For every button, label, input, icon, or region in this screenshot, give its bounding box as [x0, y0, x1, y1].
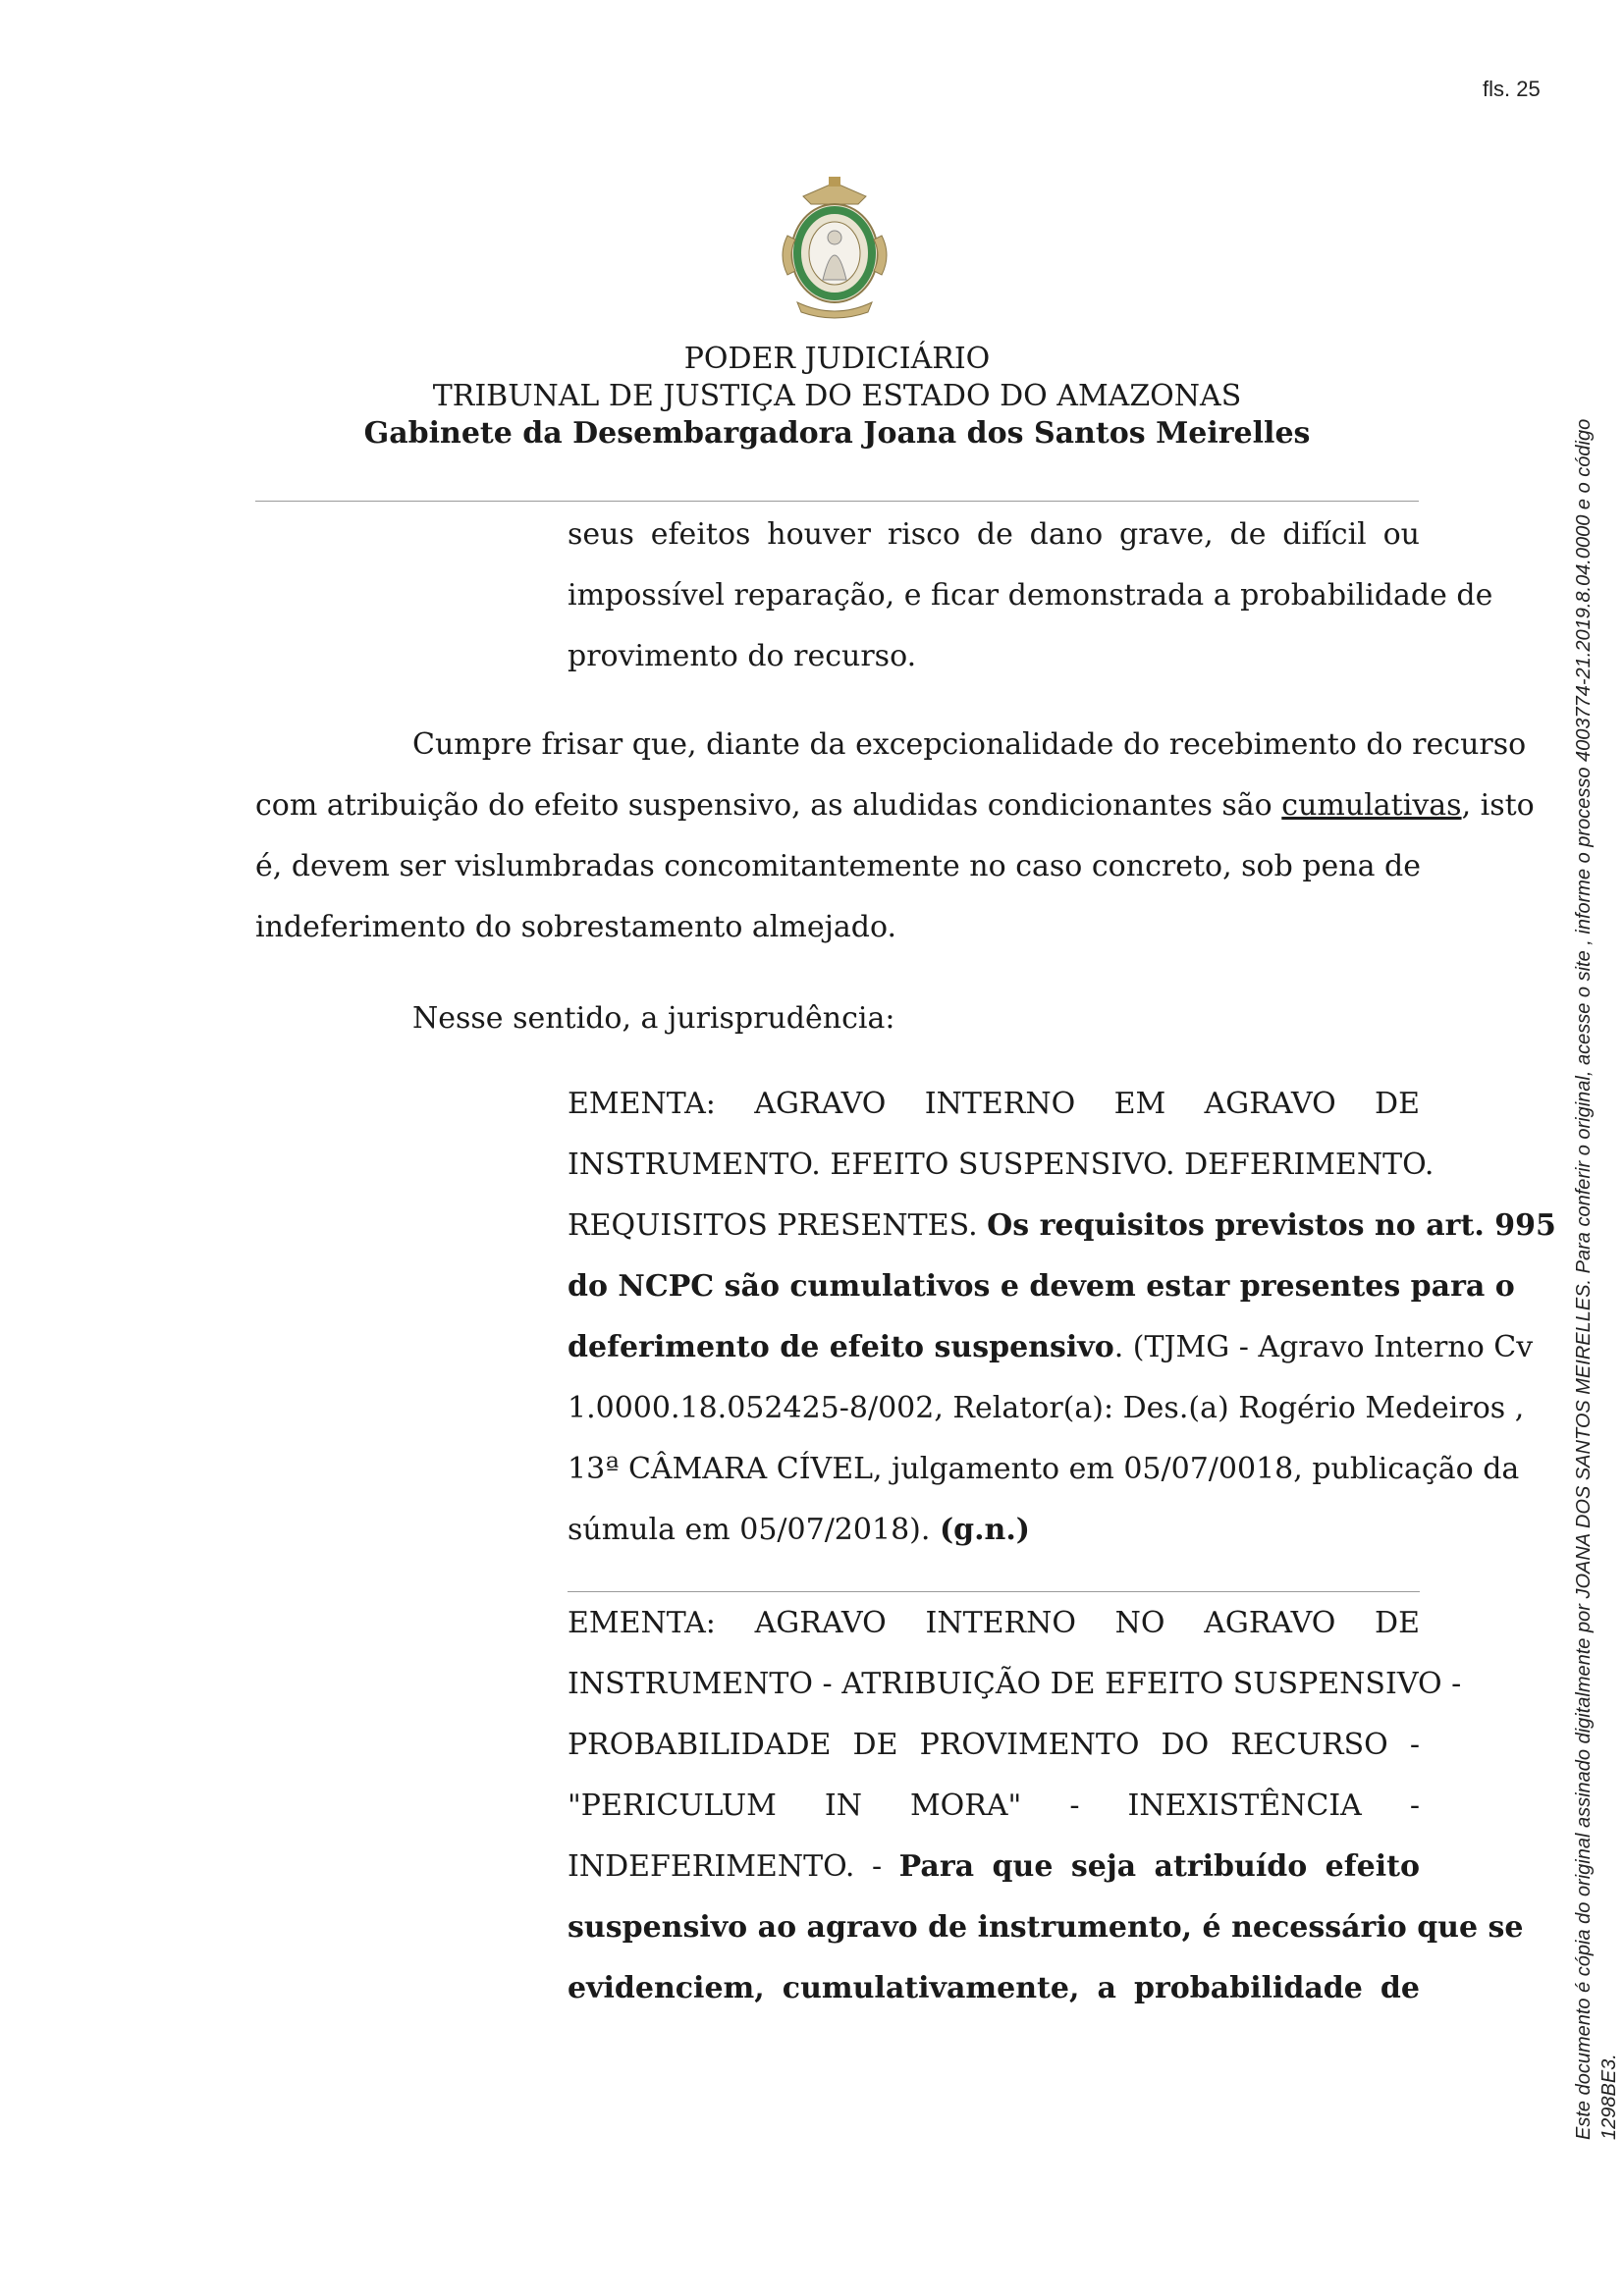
document-header — [255, 341, 1419, 453]
ementa-second — [568, 1593, 1524, 2019]
ementa-line: súmula em 05/07/2018). (g.n.) — [568, 1513, 1031, 1547]
ementa-line: INSTRUMENTO - ATRIBUIÇÃO DE EFEITO SUSPENSIVO - — [568, 1667, 1462, 1701]
header-chamber: Gabinete da Desembargadora Joana dos Santos Meirelles — [363, 416, 1311, 451]
paragraph-cumulative — [255, 715, 1535, 958]
ementa-line: EMENTA: AGRAVO INTERNO EM AGRAVO DE — [568, 1087, 1420, 1121]
ementa-line: 13ª CÂMARA CÍVEL, julgamento em 05/07/0018, publicação da — [568, 1452, 1520, 1486]
header-divider — [255, 501, 1419, 502]
stamp-line: 1298BE3. — [1598, 2054, 1620, 2140]
paragraph-line: indeferimento do sobrestamento almejado. — [255, 910, 897, 944]
ementa-tjmg — [568, 1074, 1556, 1561]
ementa-line: deferimento de efeito suspensivo. (TJMG - Agravo Interno Cv — [568, 1330, 1534, 1364]
paragraph-line: com atribuição do efeito suspensivo, as aludidas condicionantes são cumulativas, isto — [255, 788, 1535, 823]
ementa-line: 1.0000.18.052425-8/002, Relator(a): Des.(a) Rogério Medeiros , — [568, 1391, 1525, 1425]
quote-line: seus efeitos houver risco de dano grave, de difícil ou — [568, 517, 1420, 552]
ementa-line: REQUISITOS PRESENTES. Os requisitos previstos no art. 995 — [568, 1208, 1556, 1243]
ementa-line: do NCPC são cumulativos e devem estar presentes para o — [568, 1269, 1515, 1304]
ementa-line: "PERICULUM IN MORA" - INEXISTÊNCIA - — [568, 1789, 1420, 1823]
quote-continuation — [568, 505, 1493, 687]
underlined-term: cumulativas — [1281, 788, 1462, 823]
paragraph-line: Nesse sentido, a jurisprudência: — [412, 1001, 895, 1036]
paragraph-line: é, devem ser vislumbradas concomitantemente no caso concreto, sob pena de — [255, 849, 1422, 883]
court-crest-emblem — [774, 177, 895, 324]
header-judiciary: PODER JUDICIÁRIO — [683, 342, 991, 376]
ementa-line: INSTRUMENTO. EFEITO SUSPENSIVO. DEFERIMENTO. — [568, 1148, 1435, 1182]
digital-signature-stamp — [1571, 216, 1622, 2140]
ementa-line: INDEFERIMENTO. - Para que seja atribuído efeito — [568, 1849, 1420, 1884]
ementa-line: EMENTA: AGRAVO INTERNO NO AGRAVO DE — [568, 1606, 1420, 1640]
ementa-divider — [568, 1591, 1420, 1592]
quote-line: impossível reparação, e ficar demonstrada a probabilidade de — [568, 578, 1493, 613]
stamp-line: Este documento é cópia do original assinado digitalmente por JOANA DOS SANTOS MEIRELLES. Para conferir o original, acesse o site , informe o processo 4003774-21.2019.8.04.0000 e o código — [1573, 418, 1595, 2140]
page-number: fls. 25 — [1483, 77, 1541, 101]
ementa-line: evidenciem, cumulativamente, a probabilidade de — [568, 1971, 1420, 2005]
quote-line: provimento do recurso. — [568, 639, 917, 673]
ementa-line: PROBABILIDADE DE PROVIMENTO DO RECURSO - — [568, 1728, 1420, 1762]
header-court: TRIBUNAL DE JUSTIÇA DO ESTADO DO AMAZONAS — [432, 379, 1242, 413]
paragraph-line: Cumpre frisar que, diante da excepcionalidade do recebimento do recurso — [412, 727, 1527, 762]
ementa-line: suspensivo ao agravo de instrumento, é necessário que se — [568, 1910, 1524, 1945]
paragraph-jurisprudence — [255, 988, 1420, 1049]
